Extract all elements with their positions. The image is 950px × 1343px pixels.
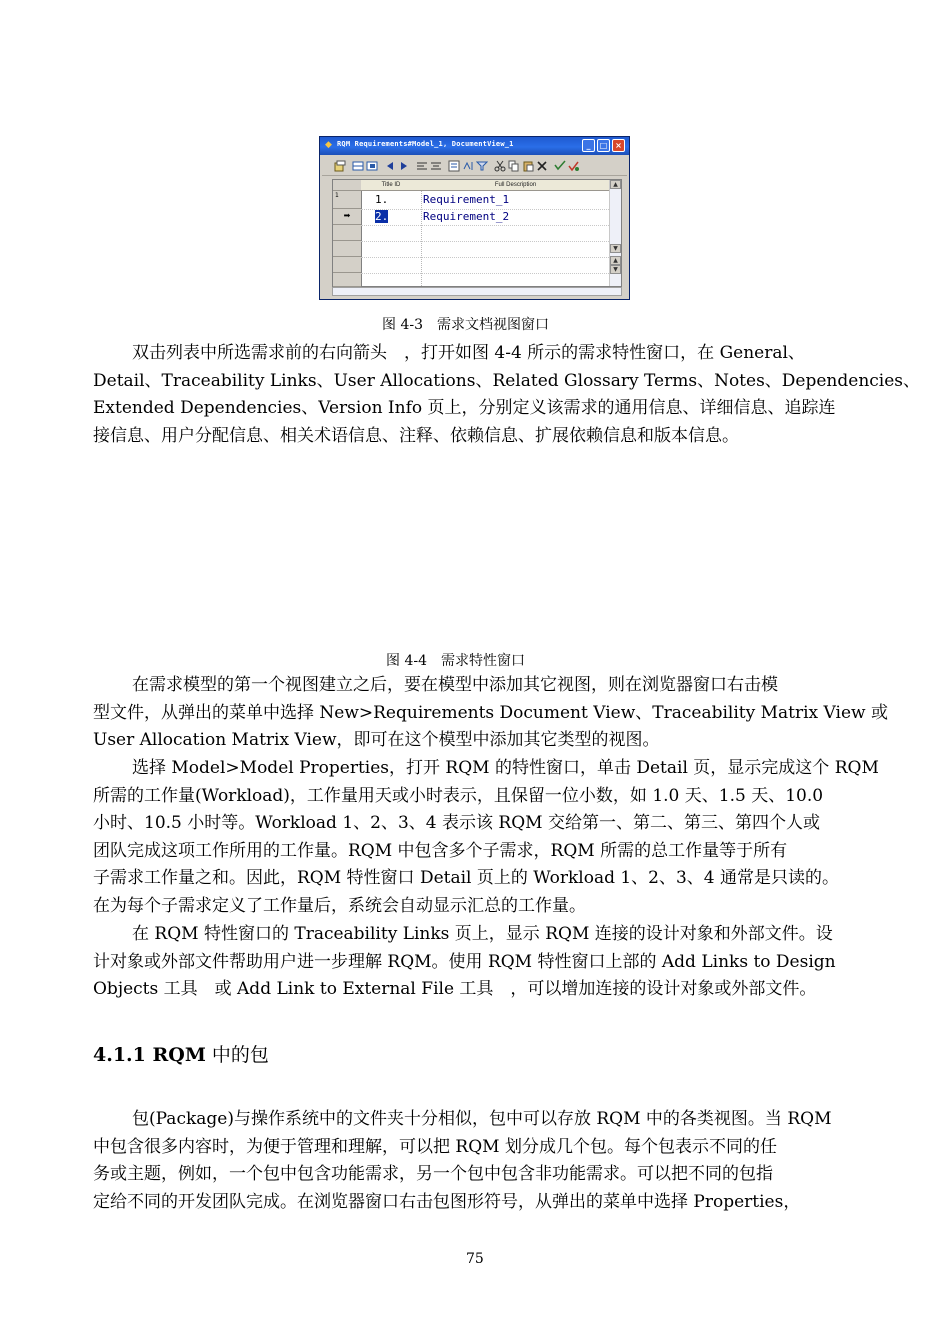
traceability-icon[interactable] — [568, 160, 580, 172]
scroll-page-down-button[interactable]: ▼ — [610, 265, 621, 274]
filter-icon[interactable] — [476, 160, 488, 172]
paragraph-2 — [93, 672, 888, 755]
paragraph-5-line-2: 中包含很多内容时，为便于管理和理解，可以把 RQM 划分成几个包。每个包表示不同的任 — [93, 1136, 777, 1157]
paragraph-5-line-1: 包(Package)与操作系统中的文件夹十分相似，包中可以存放 RQM 中的各类视图。当 RQM — [132, 1109, 832, 1129]
paragraph-5 — [93, 1106, 857, 1216]
window-title-bar[interactable] — [320, 137, 629, 155]
page-number: 75 — [466, 1251, 484, 1267]
copy-icon[interactable] — [508, 160, 520, 172]
figure-4-4-caption: 图 4-4 需求特性窗口 — [386, 653, 525, 669]
row-header-6[interactable] — [333, 273, 361, 287]
paragraph-4-line-1: 在 RQM 特性窗口的 Traceability Links 页上，显示 RQM 连接的设计对象和外部文件。设 — [132, 924, 833, 944]
row-divider — [361, 273, 609, 274]
move-right-icon[interactable] — [398, 160, 410, 172]
vertical-scrollbar[interactable] — [609, 180, 621, 286]
column-header-full-description[interactable]: Full Description — [421, 180, 610, 191]
paragraph-5-line-4: 定给不同的开发团队完成。在浏览器窗口右击包图形符号，从弹出的菜单中选择 Properties， — [93, 1191, 801, 1212]
paragraph-3 — [93, 755, 879, 921]
delete-icon[interactable] — [536, 160, 548, 172]
paragraph-1-line-2: Detail、Traceability Links、User Allocations、Related Glossary Terms、Notes、Dependencies、 — [93, 370, 921, 391]
close-button[interactable]: × — [612, 139, 625, 152]
paragraph-3-line-2: 所需的工作量(Workload)，工作量用天或小时表示，且保留一位小数，如 1.0 天、1.5 天、10.0 — [93, 785, 824, 806]
row-header-1[interactable]: 1 — [333, 191, 361, 209]
section-heading — [93, 1040, 269, 1067]
row-divider — [361, 241, 609, 242]
app-icon: ◆ — [325, 140, 332, 150]
requirement-1-description[interactable]: Requirement_1 — [423, 193, 510, 206]
row-header-corner — [333, 180, 361, 191]
section-title: 中的包 — [205, 1044, 269, 1066]
requirements-grid — [332, 179, 622, 287]
insert-row-icon[interactable] — [352, 160, 364, 172]
paragraph-1-line-3: Extended Dependencies、Version Info 页上，分别定义该需求的通用信息、详细信息、追踪连 — [93, 398, 836, 419]
row-divider — [361, 225, 609, 226]
horizontal-scrollbar[interactable] — [332, 287, 622, 296]
row-header-5[interactable] — [333, 257, 361, 273]
align-left-icon[interactable] — [416, 160, 428, 172]
column-header-title-id[interactable]: Title ID — [361, 180, 421, 191]
paragraph-2-line-3: User Allocation Matrix View，即可在这个模型中添加其它类型的视图。 — [93, 730, 660, 751]
requirement-2-description[interactable]: Requirement_2 — [423, 210, 510, 223]
paragraph-5-line-3: 务或主题，例如，一个包中包含功能需求，另一个包中包含非功能需求。可以把不同的包指 — [93, 1164, 773, 1185]
paragraph-2-line-2: 型文件，从弹出的菜单中选择 New>Requirements Document View、Traceability Matrix View 或 — [93, 702, 888, 723]
scroll-page-up-button[interactable]: ▲ — [610, 256, 621, 265]
figure-4-3-caption: 图 4-3 需求文档视图窗口 — [382, 317, 549, 333]
paragraph-3-line-4: 团队完成这项工作所用的工作量。RQM 中包含多个子需求，RQM 所需的总工作量等于所有 — [93, 840, 788, 861]
list-icon[interactable] — [448, 160, 460, 172]
scroll-down-button[interactable]: ▼ — [610, 244, 621, 253]
move-left-icon[interactable] — [384, 160, 396, 172]
align-center-icon[interactable] — [430, 160, 442, 172]
paragraph-3-line-3: 小时、10.5 小时等。Workload 1、2、3、4 表示该 RQM 交给第一、第二、第三、第四个人或 — [93, 813, 820, 834]
row-header-4[interactable] — [333, 241, 361, 257]
sort-icon[interactable] — [462, 160, 474, 172]
scroll-up-button[interactable]: ▲ — [610, 180, 621, 189]
row-header-2[interactable]: ➡ — [333, 209, 361, 225]
paragraph-3-line-1: 选择 Model>Model Properties，打开 RQM 的特性窗口，单击 Detail 页，显示完成这个 RQM — [132, 758, 879, 778]
requirement-2-id[interactable]: 2. — [375, 210, 389, 223]
paragraph-1-line-4: 接信息、用户分配信息、相关术语信息、注释、依赖信息、扩展依赖信息和版本信息。 — [93, 425, 739, 446]
section-number: 4.1.1 RQM — [93, 1044, 206, 1066]
paragraph-3-line-5: 子需求工作量之和。因此，RQM 特性窗口 Detail 页上的 Workload 1、2、3、4 通常是只读的。 — [93, 868, 840, 889]
maximize-button[interactable]: □ — [597, 139, 610, 152]
cut-icon[interactable] — [494, 160, 506, 172]
window-title: RQM Requirements#Model_1, DocumentView_1 — [337, 140, 514, 148]
row-divider — [361, 257, 609, 258]
paragraph-2-line-1: 在需求模型的第一个视图建立之后，要在模型中添加其它视图，则在浏览器窗口右击模 — [132, 675, 778, 695]
column-divider — [421, 191, 422, 286]
row-header-3[interactable] — [333, 225, 361, 241]
window-toolbar — [322, 157, 627, 176]
properties-icon[interactable] — [334, 160, 346, 172]
paragraph-4-line-2: 计对象或外部文件帮助用户进一步理解 RQM。使用 RQM 特性窗口上部的 Add Links to Design — [93, 951, 836, 972]
paragraph-3-line-6: 在为每个子需求定义了工作量后，系统会自动显示汇总的工作量。 — [93, 895, 586, 916]
requirement-1-id[interactable]: 1. — [375, 193, 389, 206]
paragraph-1-line-1: 双击列表中所选需求前的右向箭头 ，打开如图 4-4 所示的需求特性窗口，在 General、 — [132, 343, 805, 363]
insert-child-icon[interactable] — [366, 160, 378, 172]
paragraph-1 — [93, 340, 921, 450]
minimize-button[interactable]: _ — [582, 139, 595, 152]
paste-icon[interactable] — [522, 160, 534, 172]
paragraph-4 — [93, 921, 857, 1004]
add-link-icon[interactable] — [554, 160, 566, 172]
row-header-column — [333, 180, 362, 286]
paragraph-4-line-3: Objects 工具 或 Add Link to External File 工具 ，可以增加连接的设计对象或外部文件。 — [93, 979, 817, 1000]
rqm-document-view-window — [319, 136, 630, 300]
